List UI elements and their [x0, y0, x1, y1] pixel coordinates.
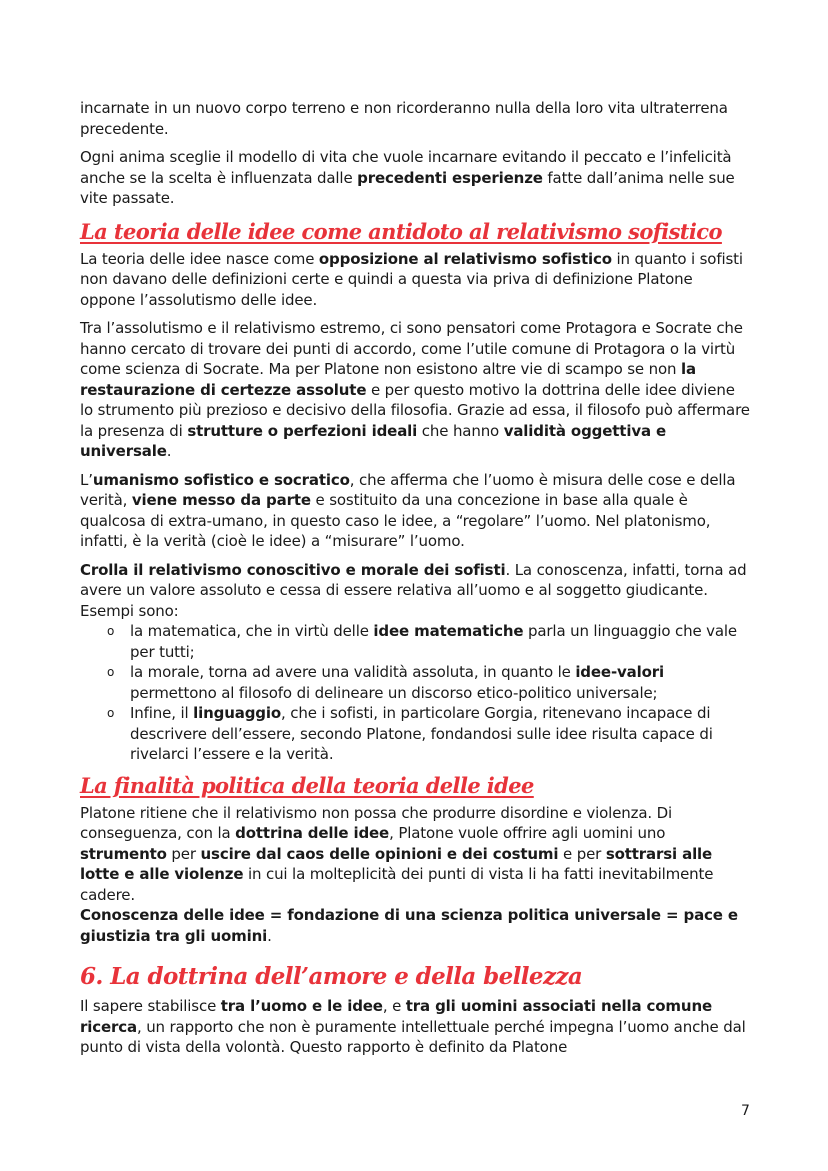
bold-text: dottrina delle idee [235, 824, 390, 842]
bold-text: Conoscenza delle idee = fondazione di una scienza politica universale = pace e giustizia tra gli uomini [80, 906, 738, 945]
s1-paragraph-1 [80, 249, 752, 311]
bold-text: viene messo da parte [131, 491, 311, 509]
bold-text: uscire dal caos delle opinioni e dei costumi [200, 844, 559, 863]
text: fatte dall’anima nelle sue vite passate. [80, 168, 735, 207]
section-heading-relativism: La teoria delle idee come antidoto al relativismo sofistico [80, 218, 722, 244]
text: . La conoscenza, infatti, torna ad avere un valore assoluto e cessa di essere relativa all’uomo e al soggetto giudicante. Esempi sono: [80, 560, 747, 620]
text: che hanno [417, 421, 504, 440]
s3-paragraph-1 [80, 996, 752, 1058]
bullet-circle-icon: o [107, 665, 115, 679]
bold-text: precedenti esperienze [357, 168, 543, 187]
bold-text: Crolla il relativismo conoscitivo e morale dei sofisti [80, 560, 506, 579]
list-item [107, 621, 752, 662]
intro-paragraph-1: incarnate in un nuovo corpo terreno e non ricorderanno nulla della loro vita ultraterrena precedente. [80, 99, 728, 138]
text: Ogni anima sceglie il modello di vita che vuole incarnare evitando il peccato e l’infelicità anche se la scelta è influenzata dalle [80, 148, 732, 187]
bold-text: linguaggio [193, 704, 282, 722]
text: L’ [80, 470, 93, 489]
bold-text: la restaurazione di certezze assolute [80, 360, 696, 399]
text: . [166, 442, 172, 460]
text: e per questo motivo la dottrina delle idee diviene lo strumento più prezioso e decisivo della filosofia. Grazie ad essa, il filosofo può affermare la presenza di [80, 380, 750, 440]
bold-text: strumento [80, 844, 167, 863]
text: parla un linguaggio che vale per tutti; [130, 622, 738, 661]
bold-text: opposizione al relativismo sofistico [318, 249, 612, 268]
bold-text: strutture o perfezioni ideali [187, 421, 418, 440]
s1-paragraph-3 [80, 470, 752, 552]
text: . [267, 926, 272, 945]
section-heading-political: La finalità politica della teoria delle idee [80, 772, 534, 798]
text: Platone ritiene che il relativismo non possa che produrre disordine e violenza. Di conseguenza, con la [80, 803, 673, 842]
text: Tra l’assolutismo e il relativismo estremo, ci sono pensatori come Protagora e Socrate che hanno cercato di trovare dei punti di accordo, come l’utile comune di Protagora o la virtù come scienza di Socrate. Ma per Platone non esistono altre vie di scampo se non [80, 319, 743, 378]
text: , Platone vuole offrire agli uomini uno [389, 824, 666, 842]
text: , un rapporto che non è puramente intellettuale perché impegna l’uomo anche dal punto di vista della volontà. Questo rapporto è definito da Platone [80, 1017, 746, 1056]
text: Il sapere stabilisce [80, 997, 221, 1015]
section-heading-love-beauty: 6. La dottrina dell’amore e della bellezza [80, 963, 583, 990]
bullet-circle-icon: o [107, 706, 115, 720]
bold-text: tra l’uomo e le idee [220, 997, 383, 1015]
bold-text: idee-valori [575, 663, 664, 681]
text: in cui la molteplicità dei punti di vista li ha fatti inevitabilmente cadere. [80, 865, 714, 904]
bold-text: idee matematiche [373, 622, 524, 640]
s1-paragraph-4 [80, 560, 752, 622]
text: Infine, il [130, 704, 194, 722]
bullet-circle-icon: o [107, 624, 115, 638]
text: la matematica, che in virtù delle [130, 622, 374, 640]
s1-paragraph-2 [80, 318, 752, 462]
intro-paragraph-2 [80, 147, 752, 209]
text: permettono al filosofo di delineare un discorso etico-politico universale; [130, 683, 658, 702]
s2-paragraph-2 [80, 905, 752, 946]
list-item [107, 662, 752, 703]
text: in quanto i sofisti non davano delle definizioni certe e quindi a questa via priva di definizione Platone oppone l’assolutismo delle idee. [80, 249, 743, 309]
s2-paragraph-1 [80, 803, 752, 906]
text: , e [382, 997, 406, 1015]
text: e sostituito da una concezione in base alla quale è qualcosa di extra-umano, in questo caso le idee, a “regolare” l’uomo. Nel platonismo, infatti, è la verità (cioè le idee) a “misurare” l’uomo. [80, 491, 711, 550]
text: la morale, torna ad avere una validità assoluta, in quanto le [130, 663, 576, 681]
text: La teoria delle idee nasce come [80, 249, 319, 268]
list-item [107, 703, 752, 765]
text: per [166, 844, 201, 863]
page-number: 7 [741, 1103, 750, 1119]
bold-text: sottrarsi alle lotte e alle violenze [80, 844, 713, 883]
examples-list [80, 621, 752, 765]
bold-text: validità oggettiva e universale [80, 421, 667, 460]
page-content [80, 98, 752, 1058]
bold-text: tra gli uomini associati nella comune ricerca [80, 997, 712, 1036]
text: , che i sofisti, in particolare Gorgia, ritenevano incapace di descrivere dell’essere, secondo Platone, fondandosi sulle idee risulta capace di rivelarci l’essere e la verità. [130, 704, 713, 763]
text: e per [558, 844, 606, 863]
text: , che afferma che l’uomo è misura delle cose e della verità, [80, 470, 736, 509]
bold-text: umanismo sofistico e socratico [92, 470, 350, 489]
